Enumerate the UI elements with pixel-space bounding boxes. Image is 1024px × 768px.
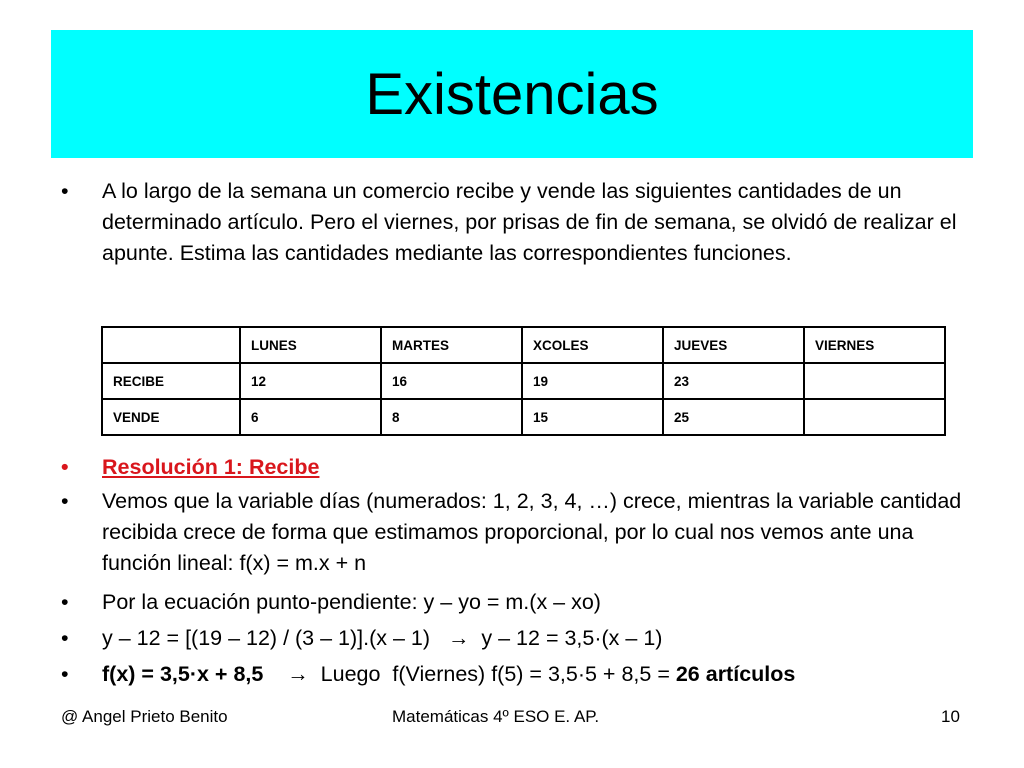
table-row: [102, 399, 945, 435]
table-cell: 6: [240, 399, 381, 435]
bullet-marker: •: [61, 455, 69, 479]
table-cell: [804, 363, 945, 399]
result-line: [102, 659, 962, 690]
table-cell: 15: [522, 399, 663, 435]
calculation-text: y – 12 = [(19 – 12) / (3 – 1)].(x – 1) → y – 12 = 3,5·(x – 1): [102, 626, 663, 650]
table-row: [102, 363, 945, 399]
table-cell: 16: [381, 363, 522, 399]
slide-title: Existencias: [365, 61, 659, 127]
table-header-cell: LUNES: [240, 327, 381, 363]
table-header-cell: XCOLES: [522, 327, 663, 363]
footer-course: Matemáticas 4º ESO E. AP.: [392, 707, 600, 726]
table-header-cell: JUEVES: [663, 327, 804, 363]
table-header-row: [102, 327, 945, 363]
bullet-marker: •: [61, 179, 69, 203]
table-cell: 12: [240, 363, 381, 399]
function-formula: f(x) = 3,5·x + 8,5: [102, 662, 264, 686]
explanation-text: Vemos que la variable días (numerados: 1, 2, 3, 4, …) crece, mientras la variable cantidad recibida crece de forma que estimamos proporcional, por lo cual nos vemos ante una función lineal: f(x) = m.x + n: [102, 489, 962, 575]
intro-text: A lo largo de la semana un comercio recibe y vende las siguientes cantidades de un determinado artículo. Pero el viernes, por prisas de fin de semana, se olvidó de realizar el apunte. Estima las cantidades mediante las correspondientes funciones.: [102, 179, 957, 265]
table-header-cell: [102, 327, 240, 363]
resolution-heading: Resolución 1: Recibe: [102, 455, 320, 479]
bullet-marker: •: [61, 662, 69, 686]
result-value: 26 artículos: [675, 662, 796, 686]
table-cell: 19: [522, 363, 663, 399]
table-cell: RECIBE: [102, 363, 240, 399]
table-cell: 23: [663, 363, 804, 399]
bullet-marker: •: [61, 626, 69, 650]
bullet-marker: •: [61, 489, 69, 513]
table-cell: VENDE: [102, 399, 240, 435]
footer-page-number: 10: [941, 707, 960, 726]
point-slope-text: Por la ecuación punto-pendiente: y – yo = m.(x – xo): [102, 590, 601, 614]
footer-author: @ Angel Prieto Benito: [61, 707, 228, 726]
table-cell: 25: [663, 399, 804, 435]
table-cell: 8: [381, 399, 522, 435]
table-header-cell: MARTES: [381, 327, 522, 363]
title-bar: [51, 30, 973, 158]
table-cell: [804, 399, 945, 435]
result-middle-text: → Luego f(Viernes) f(5) = 3,5·5 + 8,5 =: [263, 662, 676, 686]
data-table: [101, 326, 946, 436]
bullet-marker: •: [61, 590, 69, 614]
table-header-cell: VIERNES: [804, 327, 945, 363]
